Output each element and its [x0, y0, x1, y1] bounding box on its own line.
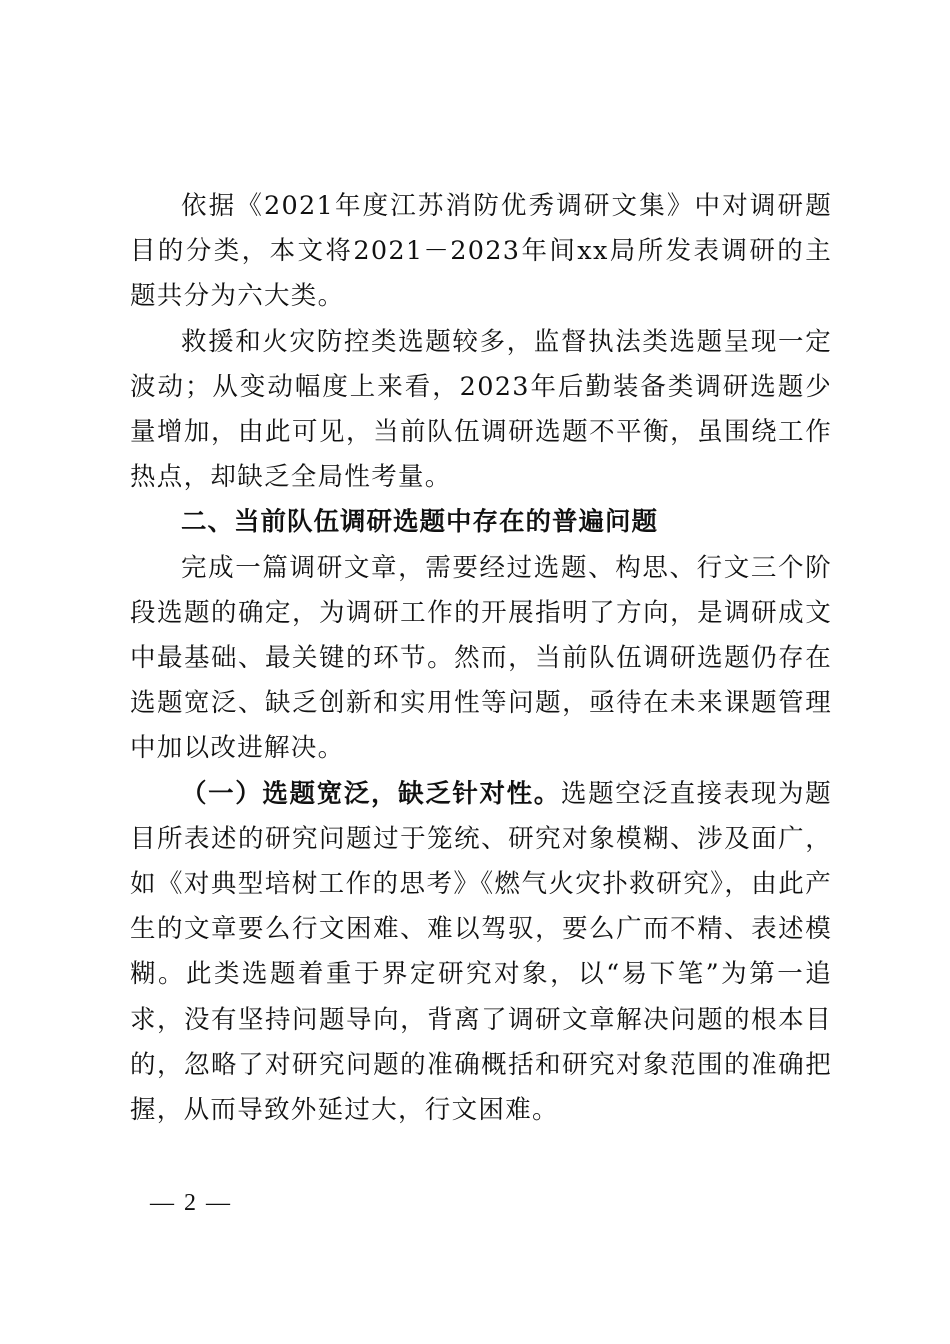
sub-heading-broad-topics: （一）选题宽泛，缺乏针对性。: [181, 778, 561, 809]
section-heading: 二、当前队伍调研选题中存在的普遍问题: [181, 507, 659, 538]
paragraph-common-problems: 完成一篇调研文章，需要经过选题、构思、行文三个阶段选题的确定，为调研工作的开展指明了方向，是调研成文中最基础、最关键的环节。然而，当前队伍调研选题仍存在选题宽泛、缺乏创新和实用性等问题，亟待在未来课题管理中加以改进解决。: [130, 552, 832, 764]
paragraph-topic-imbalance: 救援和火灾防控类选题较多，监督执法类选题呈现一定波动；从变动幅度上来看，2023年后勤装备类调研选题少量增加，由此可见，当前队伍调研选题不平衡，虽围绕工作热点，却缺乏全局性考量。: [130, 326, 832, 493]
paragraph-broad-topics-body: 选题空泛直接表现为题目所表述的研究问题过于笼统、研究对象模糊、涉及面广，如《对典型培树工作的思考》《燃气火灾扑救研究》，由此产生的文章要么行文困难、难以驾驭，要么广而不精、表述模糊。此类选题着重于界定研究对象，以“易下笔”为第一追求，没有坚持问题导向，背离了调研文章解决问题的根本目的，忽略了对研究问题的准确概括和研究对象范围的准确把握，从而导致外延过大，行文困难。: [130, 778, 832, 1126]
paragraph-broad-topics: [130, 772, 832, 1134]
paragraph-classification: 依据《2021年度江苏消防优秀调研文集》中对调研题目的分类，本文将2021－2023年间xx局所发表调研的主题共分为六大类。: [130, 191, 832, 312]
document-body: [130, 184, 832, 1133]
page-number: — 2 —: [150, 1190, 232, 1216]
